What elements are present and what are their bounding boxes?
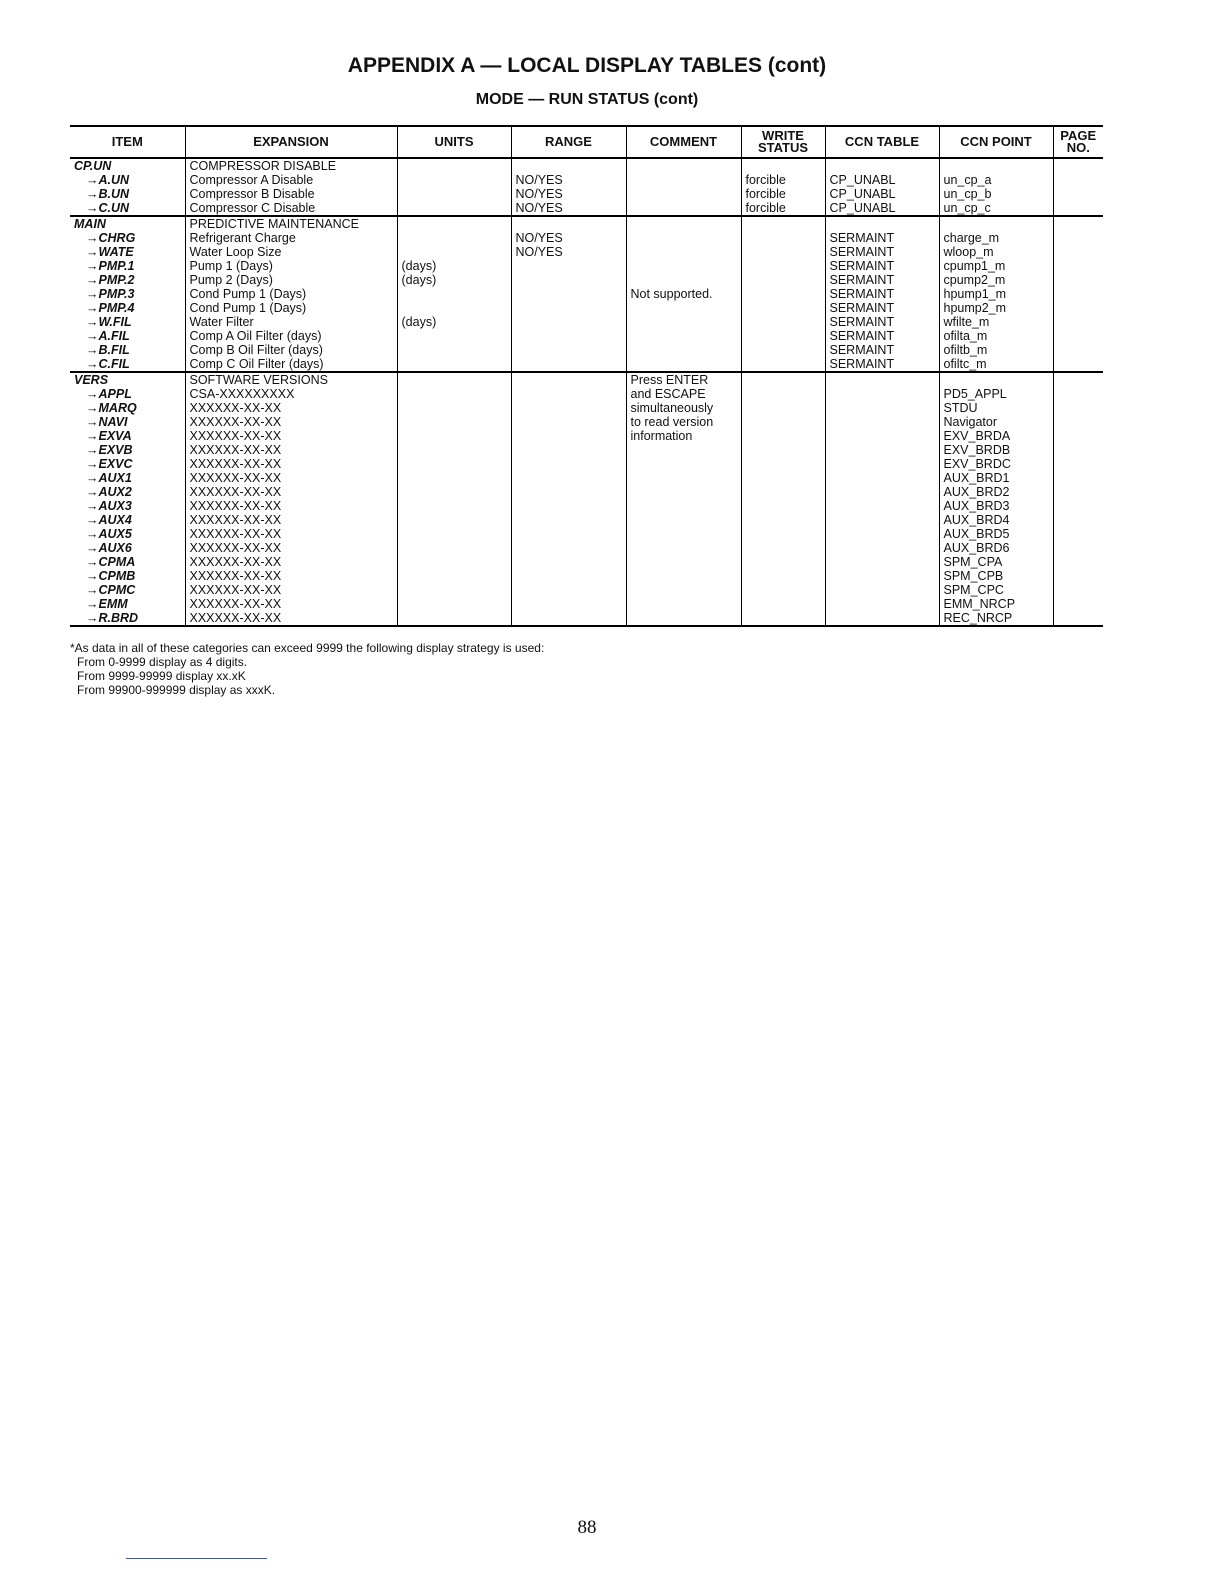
page-no-cell xyxy=(1053,158,1103,216)
units-value xyxy=(402,555,511,569)
item-value: →NAVI xyxy=(86,415,128,429)
expansion-value: XXXXXX-XX-XX xyxy=(189,457,282,471)
ccn-table-cell xyxy=(825,216,939,372)
footnote-line: *As data in all of these categories can exceed 9999 the following display strategy is used: xyxy=(70,641,545,655)
units-value xyxy=(402,387,511,401)
range-value xyxy=(516,583,626,597)
item-cell xyxy=(70,158,185,216)
write-status-cell xyxy=(741,372,825,626)
expansion-value: CSA-XXXXXXXXX xyxy=(189,387,295,401)
write-status-value xyxy=(746,443,825,457)
units-value xyxy=(402,541,511,555)
ccn-point-value: hpump2_m xyxy=(943,301,1007,315)
ccn-point-cell xyxy=(939,158,1053,216)
units-value: (days) xyxy=(401,273,437,287)
units-value: (days) xyxy=(401,259,437,273)
ccn-point-value: EXV_BRDC xyxy=(943,457,1011,471)
range-value xyxy=(516,527,626,541)
write-status-value xyxy=(746,527,825,541)
expansion-value: Water Filter xyxy=(189,315,254,329)
units-value xyxy=(402,527,511,541)
ccn-table-value xyxy=(830,429,939,443)
ccn-point-value: EMM_NRCP xyxy=(943,597,1016,611)
item-value: →AUX2 xyxy=(86,485,132,499)
ccn-point-value: SPM_CPC xyxy=(943,583,1004,597)
footnote-line: From 0-9999 display as 4 digits. xyxy=(77,655,248,669)
ccn-point-value: wloop_m xyxy=(943,245,994,259)
ccn-point-value: AUX_BRD4 xyxy=(943,513,1010,527)
units-cell xyxy=(397,216,511,372)
ccn-table-value: SERMAINT xyxy=(829,245,895,259)
item-value: →CPMB xyxy=(86,569,136,583)
range-value xyxy=(516,555,626,569)
units-value xyxy=(402,401,511,415)
ccn-table-value xyxy=(830,217,939,231)
ccn-table-value xyxy=(830,513,939,527)
range-value xyxy=(516,597,626,611)
range-value xyxy=(516,457,626,471)
ccn-point-value: AUX_BRD6 xyxy=(943,541,1010,555)
item-value: →AUX6 xyxy=(86,541,132,555)
comment-line: Not supported. xyxy=(630,287,713,301)
ccn-table-cell xyxy=(825,372,939,626)
range-value xyxy=(516,357,626,371)
range-value xyxy=(516,217,626,231)
ccn-table-value: SERMAINT xyxy=(829,301,895,315)
units-value xyxy=(402,583,511,597)
write-status-value xyxy=(746,301,825,315)
ccn-table-value: CP_UNABL xyxy=(829,187,896,201)
range-value xyxy=(516,387,626,401)
item-value: →PMP.2 xyxy=(86,273,135,287)
ccn-point-value: un_cp_a xyxy=(943,173,992,187)
units-value xyxy=(402,159,511,173)
write-status-value xyxy=(746,499,825,513)
table-group xyxy=(70,216,1103,372)
table-header-row xyxy=(70,126,1103,158)
write-status-value xyxy=(746,555,825,569)
units-value xyxy=(402,597,511,611)
ccn-point-value: wfilte_m xyxy=(943,315,990,329)
units-value xyxy=(402,329,511,343)
ccn-table-value: SERMAINT xyxy=(829,357,895,371)
units-value xyxy=(402,343,511,357)
write-status-value xyxy=(746,357,825,371)
ccn-point-value xyxy=(944,217,1053,231)
footnote-line: From 99900-999999 display as xxxK. xyxy=(77,683,276,697)
ccn-point-value: un_cp_c xyxy=(943,201,991,215)
range-value xyxy=(516,429,626,443)
item-value: CP.UN xyxy=(74,159,112,173)
table-row xyxy=(70,216,1103,372)
ccn-table-value: SERMAINT xyxy=(829,231,895,245)
ccn-table-value xyxy=(830,555,939,569)
expansion-value: XXXXXX-XX-XX xyxy=(189,485,282,499)
units-value xyxy=(402,499,511,513)
expansion-value: COMPRESSOR DISABLE xyxy=(189,159,337,173)
expansion-value: PREDICTIVE MAINTENANCE xyxy=(189,217,359,231)
units-value xyxy=(402,201,511,215)
range-value: NO/YES xyxy=(515,201,563,215)
write-status-value: forcible xyxy=(745,173,786,187)
col-header-expansion: EXPANSION xyxy=(185,126,397,158)
range-cell xyxy=(511,372,626,626)
ccn-table-value xyxy=(830,583,939,597)
ccn-table-value xyxy=(830,159,939,173)
item-value: →AUX1 xyxy=(86,471,132,485)
ccn-table-value: SERMAINT xyxy=(829,329,895,343)
ccn-point-value: cpump2_m xyxy=(943,273,1006,287)
range-value xyxy=(516,343,626,357)
units-value xyxy=(402,443,511,457)
ccn-point-value: Navigator xyxy=(943,415,997,429)
expansion-value: Compressor B Disable xyxy=(189,187,315,201)
table-row xyxy=(70,158,1103,216)
write-status-value xyxy=(746,373,825,387)
col-header-ccn-table: CCN TABLE xyxy=(825,126,939,158)
ccn-point-value: AUX_BRD1 xyxy=(943,471,1010,485)
ccn-table-value: CP_UNABL xyxy=(829,201,896,215)
ccn-point-value: PD5_APPL xyxy=(943,387,1007,401)
expansion-value: Cond Pump 1 (Days) xyxy=(189,301,307,315)
page-subtitle: MODE — RUN STATUS (cont) xyxy=(475,91,699,108)
units-value xyxy=(402,245,511,259)
range-value xyxy=(516,415,626,429)
range-value xyxy=(516,443,626,457)
expansion-value: Comp C Oil Filter (days) xyxy=(189,357,324,371)
expansion-value: Refrigerant Charge xyxy=(189,231,296,245)
units-value xyxy=(402,611,511,625)
item-value: →WATE xyxy=(86,245,134,259)
range-value: NO/YES xyxy=(515,231,563,245)
display-table xyxy=(70,125,1103,627)
write-status-value xyxy=(746,401,825,415)
units-cell xyxy=(397,372,511,626)
write-status-value: forcible xyxy=(745,201,786,215)
expansion-cell xyxy=(185,158,397,216)
range-value xyxy=(516,159,626,173)
expansion-value: XXXXXX-XX-XX xyxy=(189,527,282,541)
expansion-value: SOFTWARE VERSIONS xyxy=(189,373,328,387)
item-cell xyxy=(70,216,185,372)
range-value xyxy=(516,541,626,555)
item-value: →PMP.4 xyxy=(86,301,135,315)
ccn-point-value: STDU xyxy=(943,401,978,415)
ccn-point-value xyxy=(944,159,1053,173)
item-value: →R.BRD xyxy=(86,611,139,625)
item-value: →EXVA xyxy=(86,429,132,443)
item-value: →AUX4 xyxy=(86,513,132,527)
units-value xyxy=(402,301,511,315)
ccn-table-value xyxy=(830,415,939,429)
ccn-table-value xyxy=(830,387,939,401)
range-cell xyxy=(511,216,626,372)
range-value xyxy=(516,513,626,527)
write-status-value xyxy=(746,569,825,583)
col-header-page-no: PAGE NO. xyxy=(1053,126,1103,158)
write-status-value xyxy=(746,217,825,231)
ccn-point-value: AUX_BRD5 xyxy=(943,527,1010,541)
range-value xyxy=(516,373,626,387)
expansion-value: XXXXXX-XX-XX xyxy=(189,415,282,429)
item-cell xyxy=(70,372,185,626)
item-value: MAIN xyxy=(74,217,106,231)
expansion-cell xyxy=(185,372,397,626)
range-value xyxy=(516,401,626,415)
units-value xyxy=(402,287,511,301)
ccn-point-cell xyxy=(939,216,1053,372)
ccn-table-value xyxy=(830,569,939,583)
ccn-table-value xyxy=(830,373,939,387)
units-value xyxy=(402,187,511,201)
ccn-point-value: SPM_CPA xyxy=(943,555,1003,569)
col-header-write-status: WRITE STATUS xyxy=(741,126,825,158)
ccn-table-value: SERMAINT xyxy=(829,259,895,273)
expansion-value: Cond Pump 1 (Days) xyxy=(189,287,307,301)
comment-cell xyxy=(626,372,741,626)
ccn-table-value xyxy=(830,597,939,611)
ccn-table-value: CP_UNABL xyxy=(829,173,896,187)
ccn-table-value: SERMAINT xyxy=(829,315,895,329)
ccn-table-value xyxy=(830,471,939,485)
units-value xyxy=(402,457,511,471)
comment-cell xyxy=(626,216,741,372)
ccn-table-value xyxy=(830,457,939,471)
ccn-point-value: charge_m xyxy=(943,231,1000,245)
units-value: (days) xyxy=(401,315,437,329)
units-value xyxy=(402,231,511,245)
write-status-value xyxy=(746,287,825,301)
expansion-cell xyxy=(185,216,397,372)
write-status-value xyxy=(746,471,825,485)
ccn-table-value: SERMAINT xyxy=(829,273,895,287)
range-value: NO/YES xyxy=(515,173,563,187)
comment-line: information xyxy=(630,429,693,443)
units-value xyxy=(402,569,511,583)
expansion-value: XXXXXX-XX-XX xyxy=(189,513,282,527)
item-value: →PMP.3 xyxy=(86,287,135,301)
ccn-point-value: ofiltc_m xyxy=(943,357,987,371)
units-value xyxy=(402,173,511,187)
item-value: →C.UN xyxy=(86,201,130,215)
ccn-point-value: AUX_BRD2 xyxy=(943,485,1010,499)
item-value: →AUX3 xyxy=(86,499,132,513)
range-cell xyxy=(511,158,626,216)
item-value: →PMP.1 xyxy=(86,259,135,273)
item-value: →B.UN xyxy=(86,187,130,201)
units-value xyxy=(402,485,511,499)
ccn-table-value: SERMAINT xyxy=(829,287,895,301)
ccn-point-value: SPM_CPB xyxy=(943,569,1004,583)
range-value xyxy=(516,569,626,583)
write-status-value xyxy=(746,259,825,273)
spacer-line xyxy=(631,245,741,259)
expansion-value: XXXXXX-XX-XX xyxy=(189,583,282,597)
ccn-point-value: ofilta_m xyxy=(943,329,988,343)
expansion-value: Water Loop Size xyxy=(189,245,282,259)
footer-rule xyxy=(126,1558,267,1559)
write-status-value xyxy=(746,387,825,401)
col-header-comment: COMMENT xyxy=(626,126,741,158)
range-value xyxy=(516,273,626,287)
item-value: →MARQ xyxy=(86,401,137,415)
write-status-value: forcible xyxy=(745,187,786,201)
ccn-point-value: hpump1_m xyxy=(943,287,1007,301)
comment-line: to read version xyxy=(630,415,714,429)
comment-cell xyxy=(626,158,741,216)
expansion-value: XXXXXX-XX-XX xyxy=(189,401,282,415)
expansion-value: XXXXXX-XX-XX xyxy=(189,429,282,443)
write-status-value xyxy=(746,611,825,625)
write-status-value xyxy=(746,415,825,429)
spacer-line xyxy=(631,259,741,273)
item-value: →B.FIL xyxy=(86,343,130,357)
page-no-cell xyxy=(1053,216,1103,372)
expansion-value: XXXXXX-XX-XX xyxy=(189,597,282,611)
expansion-value: XXXXXX-XX-XX xyxy=(189,471,282,485)
ccn-table-value xyxy=(830,541,939,555)
comment-line: Press ENTER xyxy=(630,373,709,387)
write-status-value xyxy=(746,343,825,357)
units-value xyxy=(402,429,511,443)
ccn-point-value: REC_NRCP xyxy=(943,611,1013,625)
units-value xyxy=(402,513,511,527)
write-status-value xyxy=(746,429,825,443)
ccn-point-value: EXV_BRDB xyxy=(943,443,1011,457)
ccn-table-value xyxy=(830,485,939,499)
ccn-table-value xyxy=(830,527,939,541)
footnote-line: From 9999-99999 display xx.xK xyxy=(77,669,246,683)
expansion-value: XXXXXX-XX-XX xyxy=(189,555,282,569)
comment-line: and ESCAPE xyxy=(630,387,706,401)
range-value xyxy=(516,315,626,329)
write-status-value xyxy=(746,315,825,329)
table-group xyxy=(70,372,1103,626)
units-value xyxy=(402,217,511,231)
range-value xyxy=(516,499,626,513)
write-status-value xyxy=(746,513,825,527)
write-status-cell xyxy=(741,158,825,216)
range-value xyxy=(516,301,626,315)
write-status-value xyxy=(746,457,825,471)
expansion-value: Comp A Oil Filter (days) xyxy=(189,329,322,343)
ccn-table-value xyxy=(830,401,939,415)
units-value xyxy=(402,373,511,387)
write-status-value xyxy=(746,245,825,259)
col-header-item: ITEM xyxy=(70,126,185,158)
item-value: →EXVB xyxy=(86,443,133,457)
write-status-value xyxy=(746,597,825,611)
expansion-value: XXXXXX-XX-XX xyxy=(189,569,282,583)
col-header-range: RANGE xyxy=(511,126,626,158)
col-header-ccn-point: CCN POINT xyxy=(939,126,1053,158)
range-value xyxy=(516,485,626,499)
spacer-line xyxy=(631,217,741,231)
table-row xyxy=(70,372,1103,626)
spacer-line xyxy=(631,231,741,245)
ccn-point-cell xyxy=(939,372,1053,626)
item-value: →EMM xyxy=(86,597,128,611)
item-value: →CPMA xyxy=(86,555,136,569)
ccn-table-value: SERMAINT xyxy=(829,343,895,357)
range-value xyxy=(516,471,626,485)
page-title: APPENDIX A — LOCAL DISPLAY TABLES (cont) xyxy=(347,54,827,77)
expansion-value: XXXXXX-XX-XX xyxy=(189,443,282,457)
item-value: →CHRG xyxy=(86,231,136,245)
write-status-value xyxy=(746,159,825,173)
expansion-value: Pump 1 (Days) xyxy=(189,259,273,273)
units-cell xyxy=(397,158,511,216)
item-value: →APPL xyxy=(86,387,132,401)
item-value: →A.FIL xyxy=(86,329,130,343)
units-value xyxy=(402,471,511,485)
comment-line: simultaneously xyxy=(630,401,714,415)
ccn-point-value: EXV_BRDA xyxy=(943,429,1011,443)
write-status-value xyxy=(746,231,825,245)
expansion-value: Compressor C Disable xyxy=(189,201,316,215)
table-group xyxy=(70,158,1103,216)
range-value xyxy=(516,611,626,625)
write-status-value xyxy=(746,329,825,343)
col-header-units: UNITS xyxy=(397,126,511,158)
item-value: →AUX5 xyxy=(86,527,132,541)
expansion-value: Comp B Oil Filter (days) xyxy=(189,343,323,357)
range-value: NO/YES xyxy=(515,245,563,259)
write-status-value xyxy=(746,273,825,287)
expansion-value: XXXXXX-XX-XX xyxy=(189,499,282,513)
ccn-point-value: ofiltb_m xyxy=(943,343,988,357)
footnote xyxy=(70,641,544,697)
ccn-point-value: AUX_BRD3 xyxy=(943,499,1010,513)
expansion-value: Compressor A Disable xyxy=(189,173,314,187)
item-value: →C.FIL xyxy=(86,357,130,371)
range-value xyxy=(516,329,626,343)
range-value xyxy=(516,259,626,273)
range-value xyxy=(516,287,626,301)
units-value xyxy=(402,415,511,429)
ccn-table-value xyxy=(830,499,939,513)
page-number: 88 xyxy=(577,1517,597,1538)
item-value: VERS xyxy=(74,373,109,387)
write-status-value xyxy=(746,485,825,499)
page-no-cell xyxy=(1053,372,1103,626)
write-status-value xyxy=(746,541,825,555)
expansion-value: XXXXXX-XX-XX xyxy=(189,611,282,625)
range-value: NO/YES xyxy=(515,187,563,201)
expansion-value: Pump 2 (Days) xyxy=(189,273,273,287)
ccn-point-value: cpump1_m xyxy=(943,259,1006,273)
ccn-table-cell xyxy=(825,158,939,216)
item-value: →EXVC xyxy=(86,457,133,471)
expansion-value: XXXXXX-XX-XX xyxy=(189,541,282,555)
spacer-line xyxy=(631,273,741,287)
ccn-point-value: un_cp_b xyxy=(943,187,992,201)
write-status-value xyxy=(746,583,825,597)
units-value xyxy=(402,357,511,371)
item-value: →W.FIL xyxy=(86,315,132,329)
item-value: →A.UN xyxy=(86,173,130,187)
item-value: →CPMC xyxy=(86,583,136,597)
write-status-cell xyxy=(741,216,825,372)
ccn-point-value xyxy=(944,373,1053,387)
ccn-table-value xyxy=(830,611,939,625)
ccn-table-value xyxy=(830,443,939,457)
